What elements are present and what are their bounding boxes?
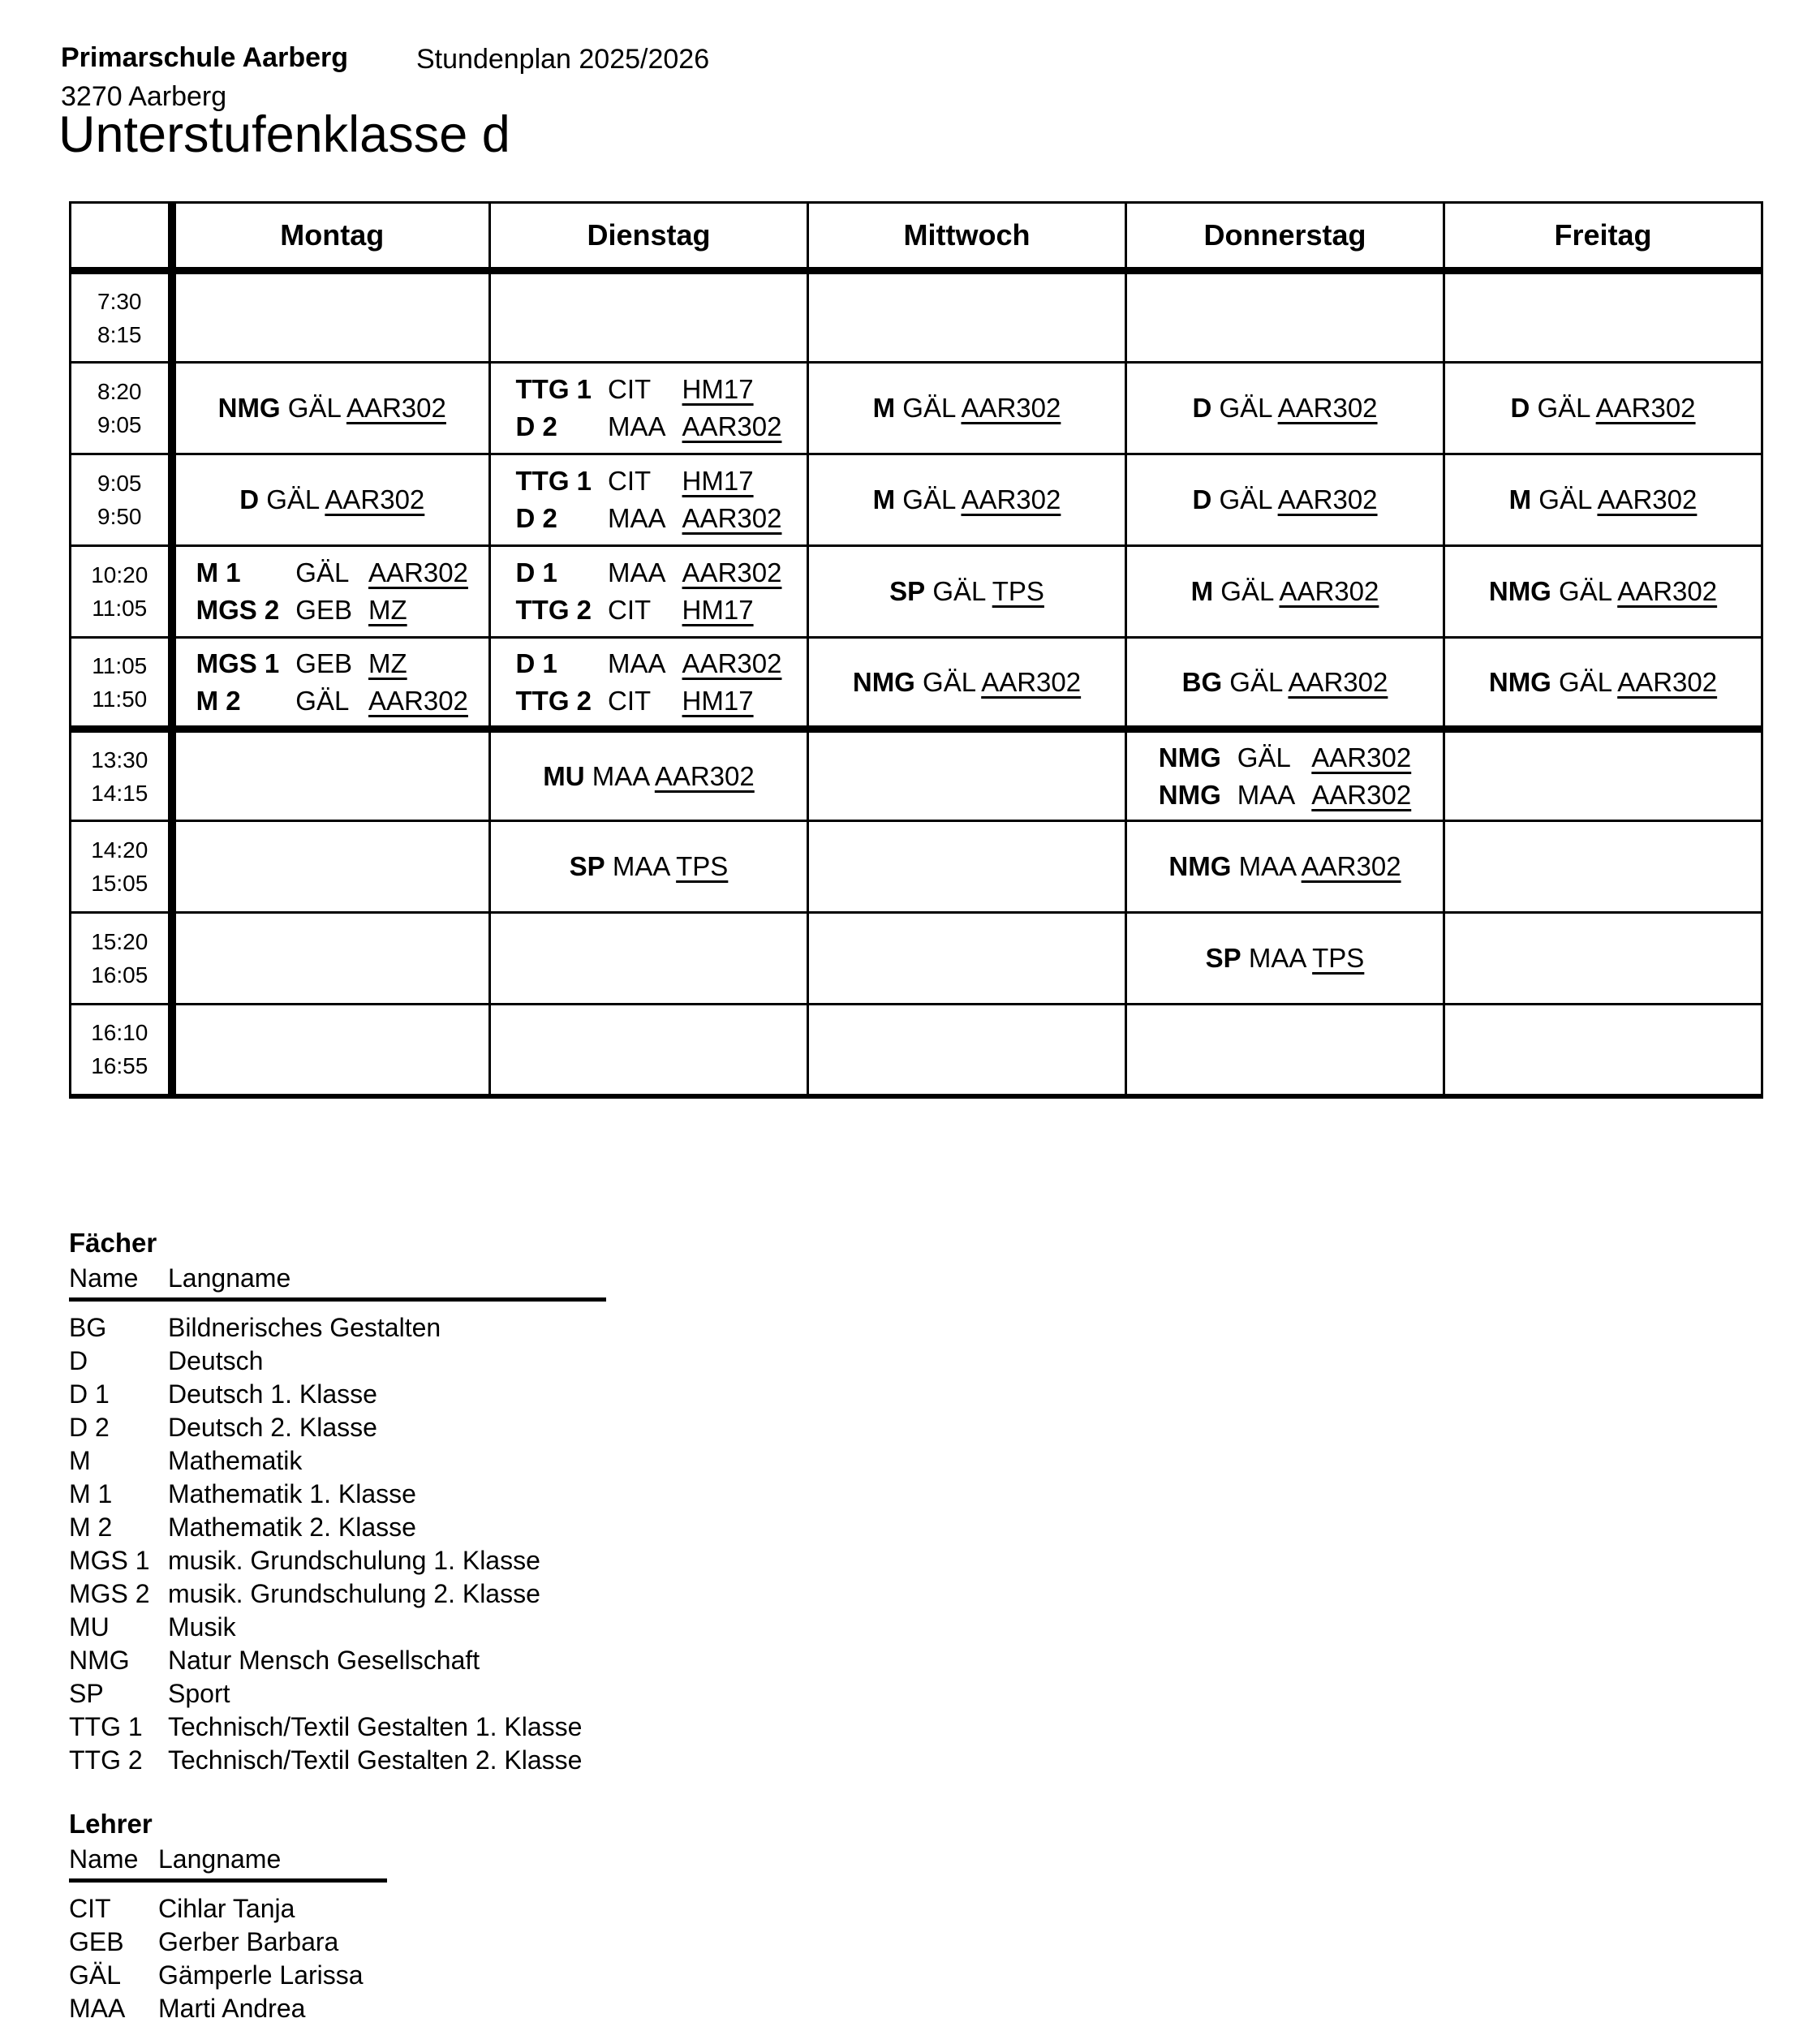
lesson-cell bbox=[490, 1005, 808, 1096]
legend-longname: Deutsch 1. Klasse bbox=[168, 1379, 377, 1409]
legend-abbr: D bbox=[69, 1346, 88, 1375]
lesson-room: AAR302 bbox=[325, 484, 425, 514]
lesson-cell bbox=[1126, 638, 1444, 729]
legend-longname: Deutsch 2. Klasse bbox=[168, 1413, 377, 1442]
time-end: 14:15 bbox=[91, 780, 148, 806]
lesson-teacher: GÄL bbox=[1219, 484, 1272, 514]
time-slot bbox=[71, 729, 172, 821]
lesson-cell bbox=[490, 638, 808, 729]
legend-abbr: MGS 2 bbox=[69, 1579, 150, 1608]
lesson-teacher: GÄL bbox=[1229, 666, 1283, 697]
legend-abbr: M 2 bbox=[69, 1513, 113, 1542]
lesson-subject: MGS 2 bbox=[196, 595, 280, 625]
lesson-subject: D bbox=[1192, 393, 1212, 423]
legend-abbr: SP bbox=[69, 1679, 104, 1708]
time-end: 16:55 bbox=[91, 1053, 148, 1079]
lesson-subject: NMG bbox=[1168, 851, 1232, 881]
legend-row bbox=[69, 1311, 606, 1345]
lesson-subject: D bbox=[1192, 484, 1212, 514]
lesson-teacher: GÄL bbox=[1219, 393, 1272, 423]
lesson-room: AAR302 bbox=[1301, 851, 1401, 881]
lesson-entry bbox=[1445, 667, 1761, 698]
teachers-legend-header bbox=[69, 1844, 387, 1883]
lesson-teacher: MAA bbox=[1248, 943, 1306, 973]
lesson-subject: D bbox=[239, 484, 260, 514]
lesson-subject: D 2 bbox=[515, 411, 557, 441]
lesson-cell bbox=[1444, 821, 1762, 913]
lesson-entry bbox=[1127, 943, 1443, 974]
lesson-entry-group bbox=[516, 642, 782, 723]
day-header: Freitag bbox=[1444, 203, 1762, 271]
lesson-entry bbox=[809, 576, 1125, 607]
lesson-room: AAR302 bbox=[682, 503, 782, 533]
lesson-room: TPS bbox=[1312, 943, 1365, 973]
lesson-teacher: MAA bbox=[608, 411, 666, 441]
legend-row bbox=[69, 1892, 387, 1926]
legend-longname: Gämperle Larissa bbox=[158, 1960, 364, 1990]
lesson-entry-group bbox=[516, 459, 782, 540]
lesson-subject: NMG bbox=[217, 393, 281, 423]
legend-row bbox=[69, 1677, 606, 1711]
lesson-room: AAR302 bbox=[1288, 666, 1388, 697]
lesson-room: HM17 bbox=[682, 466, 754, 496]
legend-longname: musik. Grundschulung 1. Klasse bbox=[168, 1546, 540, 1575]
legend-row bbox=[69, 1411, 606, 1444]
legend-row bbox=[69, 1611, 606, 1644]
time-slot bbox=[71, 1005, 172, 1096]
legend-abbr: CIT bbox=[69, 1894, 111, 1923]
lesson-room: AAR302 bbox=[682, 557, 782, 587]
lesson-cell bbox=[808, 913, 1126, 1005]
lesson-cell bbox=[808, 638, 1126, 729]
lesson-cell bbox=[1126, 271, 1444, 363]
lesson-entry-group bbox=[1159, 736, 1411, 817]
time-start: 13:30 bbox=[91, 747, 148, 772]
lesson-teacher: CIT bbox=[608, 595, 652, 625]
legend-longname: Cihlar Tanja bbox=[158, 1894, 295, 1923]
legend-row bbox=[69, 1644, 606, 1677]
lesson-cell bbox=[1126, 454, 1444, 546]
lesson-room: HM17 bbox=[682, 374, 754, 404]
lesson-room: AAR302 bbox=[981, 666, 1082, 697]
legend-abbr: TTG 1 bbox=[69, 1712, 143, 1741]
plan-label: Stundenplan 2025/2026 bbox=[416, 44, 710, 75]
lesson-subject: MGS 1 bbox=[196, 648, 280, 678]
timetable-row bbox=[71, 1005, 1762, 1096]
lesson-entry bbox=[1445, 484, 1761, 515]
lesson-teacher: MAA bbox=[608, 557, 666, 587]
lesson-cell bbox=[1444, 363, 1762, 454]
time-end: 9:50 bbox=[97, 504, 142, 529]
lesson-subject: NMG bbox=[1158, 742, 1221, 772]
lesson-entry bbox=[196, 648, 468, 679]
legend-longname: Mathematik 1. Klasse bbox=[168, 1479, 416, 1508]
lesson-subject: BG bbox=[1181, 666, 1223, 697]
lesson-entry bbox=[1159, 780, 1411, 811]
timetable-row bbox=[71, 454, 1762, 546]
lesson-teacher: GEB bbox=[295, 595, 352, 625]
lesson-cell bbox=[1126, 913, 1444, 1005]
lesson-room: TPS bbox=[676, 851, 729, 881]
lesson-cell bbox=[490, 821, 808, 913]
lesson-teacher: GÄL bbox=[1559, 576, 1612, 606]
lesson-entry bbox=[1127, 667, 1443, 698]
lesson-cell bbox=[490, 913, 808, 1005]
legend-row bbox=[69, 1744, 606, 1777]
legend-langname-header: Langname bbox=[168, 1263, 291, 1293]
lesson-subject: M bbox=[872, 393, 896, 423]
lesson-room: AAR302 bbox=[1617, 576, 1718, 606]
lesson-room: AAR302 bbox=[682, 648, 782, 678]
legend-longname: Gerber Barbara bbox=[158, 1927, 339, 1956]
lesson-entry bbox=[1127, 393, 1443, 424]
legend-longname: musik. Grundschulung 2. Klasse bbox=[168, 1579, 540, 1608]
lesson-room: AAR302 bbox=[368, 557, 468, 587]
lesson-cell bbox=[1444, 913, 1762, 1005]
legend-row bbox=[69, 1926, 387, 1959]
lesson-cell bbox=[1126, 363, 1444, 454]
page-title: Unterstufenklasse d bbox=[58, 106, 510, 163]
lesson-subject: M 1 bbox=[196, 557, 241, 587]
lesson-cell bbox=[808, 821, 1126, 913]
lesson-cell bbox=[1444, 454, 1762, 546]
lesson-room: AAR302 bbox=[961, 484, 1061, 514]
lesson-subject: NMG bbox=[1158, 779, 1221, 810]
legend-longname: Sport bbox=[168, 1679, 230, 1708]
lesson-subject: M bbox=[1190, 576, 1214, 606]
time-end: 9:05 bbox=[97, 412, 142, 437]
legend-row bbox=[69, 1511, 606, 1544]
lesson-room: AAR302 bbox=[654, 760, 755, 791]
lesson-cell bbox=[172, 913, 490, 1005]
lesson-room: AAR302 bbox=[1277, 393, 1378, 423]
legend-abbr: MU bbox=[69, 1612, 110, 1642]
lesson-entry bbox=[809, 393, 1125, 424]
time-end: 8:15 bbox=[97, 321, 142, 347]
lesson-entry bbox=[516, 503, 782, 534]
legend-row bbox=[69, 1378, 606, 1411]
lesson-room: AAR302 bbox=[1617, 666, 1718, 697]
legend-abbr: M bbox=[69, 1446, 91, 1475]
timetable-row bbox=[71, 638, 1762, 729]
teachers-legend bbox=[69, 1808, 387, 2025]
lesson-entry bbox=[516, 411, 782, 442]
lesson-entry bbox=[196, 686, 468, 716]
legend-abbr: GÄL bbox=[69, 1960, 122, 1990]
lesson-entry bbox=[1127, 484, 1443, 515]
lesson-entry bbox=[196, 595, 468, 626]
lesson-cell bbox=[172, 271, 490, 363]
lesson-room: TPS bbox=[992, 576, 1044, 606]
lesson-teacher: MAA bbox=[608, 648, 666, 678]
time-start: 10:20 bbox=[91, 562, 148, 587]
lesson-room: MZ bbox=[368, 595, 407, 625]
day-header-row bbox=[71, 203, 1762, 271]
day-header: Dienstag bbox=[490, 203, 808, 271]
lesson-teacher: MAA bbox=[1238, 851, 1296, 881]
legend-row bbox=[69, 1444, 606, 1478]
legend-name-header: Name bbox=[69, 1844, 139, 1874]
lesson-teacher: MAA bbox=[592, 760, 649, 791]
lesson-teacher: GÄL bbox=[1537, 393, 1590, 423]
lesson-teacher: GÄL bbox=[287, 393, 341, 423]
lesson-entry bbox=[1127, 576, 1443, 607]
lesson-teacher: GÄL bbox=[1220, 576, 1274, 606]
lesson-room: AAR302 bbox=[1311, 779, 1412, 810]
time-start: 14:20 bbox=[91, 837, 148, 863]
teachers-legend-title: Lehrer bbox=[69, 1809, 153, 1839]
lesson-cell bbox=[490, 363, 808, 454]
lesson-entry bbox=[491, 851, 807, 882]
time-end: 11:50 bbox=[92, 686, 148, 712]
legend-abbr: D 1 bbox=[69, 1379, 110, 1409]
lesson-entry bbox=[196, 557, 468, 588]
lesson-room: AAR302 bbox=[368, 685, 468, 716]
time-slot bbox=[71, 271, 172, 363]
lesson-cell bbox=[172, 821, 490, 913]
time-slot bbox=[71, 821, 172, 913]
lesson-teacher: GÄL bbox=[902, 393, 956, 423]
legend-abbr: MAA bbox=[69, 1994, 126, 2023]
lesson-teacher: MAA bbox=[1237, 779, 1296, 810]
lesson-subject: SP bbox=[889, 576, 926, 606]
lesson-cell bbox=[1444, 546, 1762, 638]
legend-langname-header: Langname bbox=[158, 1844, 282, 1874]
lesson-room: HM17 bbox=[682, 595, 754, 625]
legend-row bbox=[69, 1992, 387, 2025]
legend-row bbox=[69, 1959, 387, 1992]
lesson-cell bbox=[1444, 729, 1762, 821]
time-start: 9:05 bbox=[97, 471, 142, 496]
school-name: Primarschule Aarberg bbox=[61, 42, 348, 73]
lesson-subject: M bbox=[1508, 484, 1532, 514]
lesson-cell bbox=[490, 729, 808, 821]
lesson-room: AAR302 bbox=[346, 393, 446, 423]
lesson-entry bbox=[1445, 576, 1761, 607]
lesson-subject: SP bbox=[569, 851, 605, 881]
lesson-cell bbox=[1126, 821, 1444, 913]
legend-longname: Technisch/Textil Gestalten 1. Klasse bbox=[168, 1712, 583, 1741]
legend-abbr: D 2 bbox=[69, 1413, 110, 1442]
timetable-row bbox=[71, 913, 1762, 1005]
lesson-entry bbox=[491, 761, 807, 792]
time-slot bbox=[71, 913, 172, 1005]
lesson-subject: D bbox=[1510, 393, 1530, 423]
time-start: 15:20 bbox=[91, 929, 148, 954]
lesson-teacher: GÄL bbox=[932, 576, 986, 606]
lesson-subject: TTG 2 bbox=[515, 685, 592, 716]
legend-abbr: M 1 bbox=[69, 1479, 113, 1508]
lesson-room: AAR302 bbox=[961, 393, 1061, 423]
lesson-teacher: GÄL bbox=[1237, 742, 1291, 772]
lesson-entry bbox=[1159, 742, 1411, 773]
time-end: 15:05 bbox=[91, 871, 148, 896]
lesson-cell bbox=[490, 454, 808, 546]
legend-row bbox=[69, 1345, 606, 1378]
time-end: 16:05 bbox=[91, 962, 148, 988]
lesson-cell bbox=[808, 546, 1126, 638]
lesson-cell bbox=[1444, 271, 1762, 363]
lesson-teacher: MAA bbox=[608, 503, 666, 533]
lesson-teacher: GÄL bbox=[923, 666, 975, 697]
time-end: 11:05 bbox=[92, 596, 148, 621]
lesson-subject: M bbox=[872, 484, 896, 514]
lesson-entry bbox=[809, 667, 1125, 698]
lesson-teacher: CIT bbox=[608, 685, 652, 716]
lesson-subject: NMG bbox=[1488, 666, 1551, 697]
lesson-entry bbox=[1445, 393, 1761, 424]
legend-abbr: MGS 1 bbox=[69, 1546, 150, 1575]
lesson-teacher: GÄL bbox=[295, 685, 350, 716]
legend-abbr: GEB bbox=[69, 1927, 124, 1956]
lesson-cell bbox=[490, 546, 808, 638]
legend-row bbox=[69, 1544, 606, 1577]
lesson-cell bbox=[1126, 729, 1444, 821]
lesson-entry bbox=[516, 466, 782, 497]
lesson-subject: D 1 bbox=[515, 648, 557, 678]
lesson-room: HM17 bbox=[682, 685, 754, 716]
lesson-entry bbox=[516, 648, 782, 679]
lesson-entry bbox=[809, 484, 1125, 515]
time-slot bbox=[71, 546, 172, 638]
lesson-teacher: CIT bbox=[608, 466, 652, 496]
lesson-cell bbox=[1126, 546, 1444, 638]
legend-row bbox=[69, 1711, 606, 1744]
day-header: Montag bbox=[172, 203, 490, 271]
legend-abbr: NMG bbox=[69, 1646, 130, 1675]
legend-longname: Mathematik 2. Klasse bbox=[168, 1513, 416, 1542]
lesson-entry-group bbox=[196, 642, 468, 723]
legend-longname: Musik bbox=[168, 1612, 236, 1642]
lesson-teacher: GÄL bbox=[266, 484, 320, 514]
lesson-entry-group bbox=[516, 368, 782, 449]
lesson-subject: D 1 bbox=[515, 557, 557, 587]
lesson-subject: NMG bbox=[1488, 576, 1551, 606]
legend-longname: Technisch/Textil Gestalten 2. Klasse bbox=[168, 1745, 583, 1775]
lesson-cell bbox=[172, 1005, 490, 1096]
lesson-cell bbox=[172, 363, 490, 454]
lesson-cell bbox=[808, 1005, 1126, 1096]
lesson-teacher: GÄL bbox=[295, 557, 350, 587]
timetable-row bbox=[71, 821, 1762, 913]
lesson-subject: M 2 bbox=[196, 685, 241, 716]
lesson-entry-group bbox=[516, 551, 782, 632]
legend-row bbox=[69, 1478, 606, 1511]
time-start: 11:05 bbox=[92, 652, 148, 678]
lesson-cell bbox=[808, 454, 1126, 546]
subjects-legend-title: Fächer bbox=[69, 1228, 157, 1258]
lesson-cell bbox=[172, 638, 490, 729]
lesson-cell bbox=[172, 729, 490, 821]
lesson-entry bbox=[176, 393, 489, 424]
lesson-room: AAR302 bbox=[1311, 742, 1412, 772]
legend-longname: Mathematik bbox=[168, 1446, 303, 1475]
legend-longname: Marti Andrea bbox=[158, 1994, 306, 2023]
lesson-subject: TTG 1 bbox=[515, 466, 592, 496]
lesson-room: AAR302 bbox=[1597, 484, 1698, 514]
lesson-room: AAR302 bbox=[682, 411, 782, 441]
lesson-entry bbox=[1127, 851, 1443, 882]
day-header: Mittwoch bbox=[808, 203, 1126, 271]
time-start: 7:30 bbox=[97, 288, 142, 314]
lesson-teacher: GÄL bbox=[1538, 484, 1592, 514]
lesson-cell bbox=[1444, 1005, 1762, 1096]
lesson-teacher: GEB bbox=[295, 648, 352, 678]
lesson-teacher: GÄL bbox=[902, 484, 956, 514]
lesson-room: AAR302 bbox=[1595, 393, 1696, 423]
lesson-room: MZ bbox=[368, 648, 407, 678]
timetable bbox=[69, 201, 1763, 1099]
timetable-row bbox=[71, 363, 1762, 454]
lesson-entry bbox=[516, 686, 782, 716]
lesson-entry-group bbox=[196, 551, 468, 632]
lesson-room: AAR302 bbox=[1277, 484, 1378, 514]
lesson-cell bbox=[490, 271, 808, 363]
time-slot bbox=[71, 363, 172, 454]
legend-row bbox=[69, 1577, 606, 1611]
lesson-cell bbox=[172, 546, 490, 638]
lesson-cell bbox=[808, 363, 1126, 454]
lesson-subject: SP bbox=[1205, 943, 1241, 973]
time-start: 16:10 bbox=[91, 1020, 148, 1046]
school-address: 3270 Aarberg bbox=[61, 81, 227, 112]
lesson-subject: TTG 2 bbox=[515, 595, 592, 625]
timetable-row bbox=[71, 546, 1762, 638]
legend-longname: Natur Mensch Gesellschaft bbox=[168, 1646, 480, 1675]
lesson-subject: MU bbox=[543, 760, 585, 791]
lesson-cell bbox=[808, 271, 1126, 363]
subjects-legend-header bbox=[69, 1263, 606, 1302]
lesson-subject: NMG bbox=[852, 666, 915, 697]
lesson-subject: D 2 bbox=[515, 503, 557, 533]
subjects-legend bbox=[69, 1227, 606, 1777]
legend-abbr: BG bbox=[69, 1313, 107, 1342]
lesson-cell bbox=[808, 729, 1126, 821]
lesson-subject: TTG 1 bbox=[515, 374, 592, 404]
lesson-entry bbox=[516, 595, 782, 626]
time-slot bbox=[71, 454, 172, 546]
lesson-entry bbox=[176, 484, 489, 515]
timetable-row bbox=[71, 729, 1762, 821]
lesson-teacher: CIT bbox=[608, 374, 652, 404]
legend-abbr: TTG 2 bbox=[69, 1745, 143, 1775]
legend-longname: Deutsch bbox=[168, 1346, 264, 1375]
day-header: Donnerstag bbox=[1126, 203, 1444, 271]
lesson-cell bbox=[1126, 1005, 1444, 1096]
lesson-entry bbox=[516, 557, 782, 588]
corner-cell bbox=[71, 203, 172, 271]
lesson-room: AAR302 bbox=[1279, 576, 1379, 606]
lesson-cell bbox=[1444, 638, 1762, 729]
lesson-teacher: MAA bbox=[612, 851, 669, 881]
time-start: 8:20 bbox=[97, 379, 142, 404]
timetable-row bbox=[71, 271, 1762, 363]
legend-name-header: Name bbox=[69, 1263, 139, 1293]
lesson-cell bbox=[172, 454, 490, 546]
time-slot bbox=[71, 638, 172, 729]
legend-longname: Bildnerisches Gestalten bbox=[168, 1313, 441, 1342]
lesson-entry bbox=[516, 374, 782, 405]
lesson-teacher: GÄL bbox=[1559, 666, 1612, 697]
